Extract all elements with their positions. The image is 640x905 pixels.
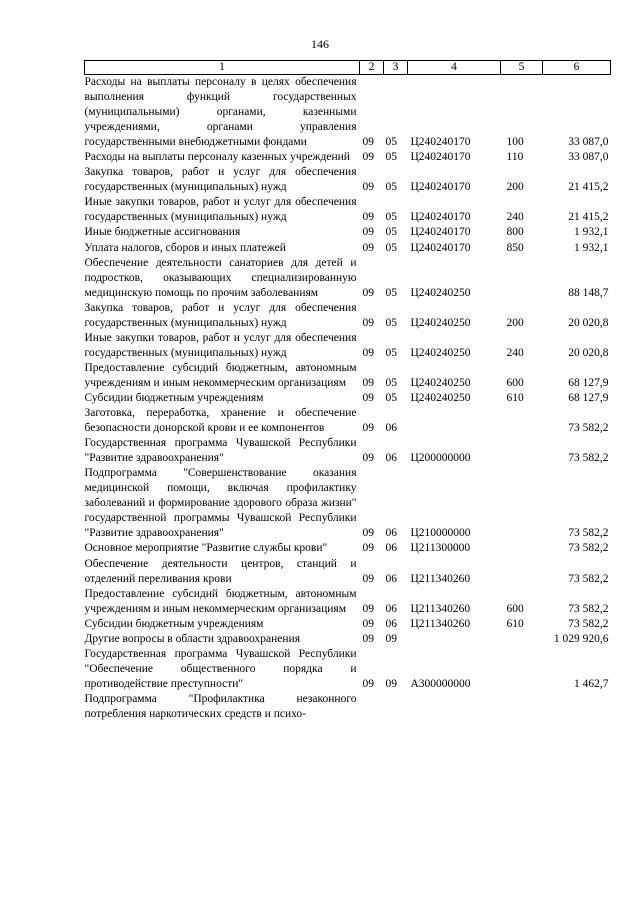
row-expense-type: 200 (506, 181, 524, 194)
row-subsection: 05 (385, 376, 397, 389)
row-expense-type: 610 (506, 391, 524, 404)
row-subsection: 06 (385, 602, 397, 615)
row-section: 09 (362, 572, 374, 585)
row-target-article: Ц200000000 (410, 452, 471, 465)
row-target-article: Ц240240170 (410, 151, 471, 164)
row-description: Подпрограмма "Профилактика незаконного потребления наркотических средств и психо- (84, 692, 357, 720)
row-target-article: Ц211340260 (410, 602, 471, 615)
row-target-article: Ц240240170 (410, 136, 471, 149)
row-section: 09 (362, 136, 374, 149)
row-section: 09 (362, 632, 374, 645)
row-target-article: Ц240240250 (410, 391, 471, 404)
row-description: Иные бюджетные ассигнования (84, 226, 241, 239)
row-target-article: Ц211340260 (410, 617, 471, 630)
row-amount: 20 020,8 (568, 316, 609, 329)
header-col-6: 6 (543, 61, 611, 75)
row-target-article: Ц210000000 (410, 527, 471, 540)
row-subsection: 05 (385, 136, 397, 149)
row-section: 09 (362, 677, 374, 690)
row-expense-type (501, 436, 543, 466)
table-row (85, 587, 611, 617)
row-description: Другие вопросы в области здравоохранения (84, 632, 300, 645)
row-subsection: 05 (385, 316, 397, 329)
page-number: 146 (311, 37, 329, 51)
row-amount: 33 087,0 (568, 136, 609, 149)
row-subsection: 05 (385, 286, 397, 299)
row-expense-type: 850 (506, 241, 524, 254)
row-expense-type: 610 (506, 617, 524, 630)
header-col-3: 3 (384, 61, 408, 75)
table-row (85, 436, 611, 466)
row-amount: 1 932,1 (574, 241, 609, 254)
row-description: Закупка товаров, работ и услуг для обеспечения государственных (муниципальных) нужд (84, 166, 357, 194)
row-section: 09 (362, 181, 374, 194)
row-subsection: 05 (385, 241, 397, 254)
row-description: Субсидии бюджетным учреждениям (84, 617, 264, 630)
row-amount: 20 020,8 (568, 346, 609, 359)
row-subsection: 05 (385, 181, 397, 194)
header-col-1: 1 (85, 61, 360, 75)
table-row (85, 406, 611, 436)
row-description: Уплата налогов, сборов и иных платежей (84, 241, 286, 254)
row-amount: 1 462,7 (574, 677, 609, 690)
row-description: Государственная программа Чувашской Республики "Обеспечение общественного порядка и противодействие преступности" (84, 647, 357, 690)
row-amount: 68 127,9 (568, 391, 609, 404)
row-expense-type: 240 (506, 346, 524, 359)
row-section: 09 (362, 617, 374, 630)
row-section: 09 (362, 602, 374, 615)
row-amount: 21 415,2 (568, 211, 609, 224)
row-subsection: 05 (385, 391, 397, 404)
row-amount: 21 415,2 (568, 181, 609, 194)
row-description: Иные закупки товаров, работ и услуг для обеспечения государственных (муниципальных) нужд (84, 331, 357, 359)
row-target-article: Ц211340260 (410, 572, 471, 585)
row-subsection: 06 (385, 452, 397, 465)
table-row (85, 541, 611, 556)
row-section: 09 (362, 241, 374, 254)
row-subsection: 06 (385, 617, 397, 630)
row-expense-type: 200 (506, 316, 524, 329)
table-row (85, 391, 611, 406)
row-description: Субсидии бюджетным учреждениям (84, 391, 264, 404)
row-section: 09 (362, 286, 374, 299)
row-section: 09 (362, 422, 374, 435)
row-target-article: Ц240240250 (410, 316, 471, 329)
table-row (85, 331, 611, 361)
row-subsection: 06 (385, 572, 397, 585)
row-target-article: Ц240240170 (410, 211, 471, 224)
row-amount: 73 582,2 (568, 542, 609, 555)
header-col-2: 2 (360, 61, 384, 75)
row-target-article: Ц240240170 (410, 226, 471, 239)
header-row (85, 61, 611, 75)
table-row (85, 241, 611, 256)
row-expense-type (501, 406, 543, 436)
row-expense-type (501, 632, 543, 647)
row-subsection: 09 (385, 677, 397, 690)
row-amount: 68 127,9 (568, 376, 609, 389)
table-row (85, 225, 611, 240)
row-expense-type: 800 (506, 226, 524, 239)
row-target-article: Ц240240250 (410, 346, 471, 359)
row-target-article: А300000000 (410, 677, 471, 690)
table-row (85, 692, 611, 722)
table-row (85, 361, 611, 391)
row-target-article: Ц211300000 (410, 542, 471, 555)
row-subsection (384, 692, 408, 722)
row-amount: 1 029 920,6 (553, 632, 609, 645)
row-description: Подпрограмма "Совершенствование оказания медицинской помощи, включая профилактику заболеваний и формирование здорового образа жизни" государственной программы Чувашской Республики "Развитие здравоохранения" (84, 467, 357, 540)
row-target-article: Ц240240250 (410, 376, 471, 389)
table-row (85, 617, 611, 632)
row-amount: 73 582,2 (568, 527, 609, 540)
row-amount: 73 582,2 (568, 452, 609, 465)
row-amount: 73 582,2 (568, 617, 609, 630)
table-row (85, 466, 611, 541)
table-row (85, 647, 611, 692)
row-description: Иные закупки товаров, работ и услуг для обеспечения государственных (муниципальных) нужд (84, 196, 357, 224)
row-expense-type: 600 (506, 602, 524, 615)
table-row (85, 632, 611, 647)
row-subsection: 06 (385, 527, 397, 540)
row-target-article (408, 632, 501, 647)
row-amount: 33 087,0 (568, 151, 609, 164)
row-section: 09 (362, 316, 374, 329)
row-description: Предоставление субсидий бюджетным, автономным учреждениям и иным некоммерческим организациям (84, 587, 357, 615)
row-description: Предоставление субсидий бюджетным, автономным учреждениям и иным некоммерческим организациям (84, 361, 357, 389)
row-section: 09 (362, 226, 374, 239)
row-amount: 88 148,7 (568, 286, 609, 299)
row-expense-type: 240 (506, 211, 524, 224)
row-subsection: 05 (385, 226, 397, 239)
row-expense-type (501, 692, 543, 722)
row-description: Закупка товаров, работ и услуг для обеспечения государственных (муниципальных) нужд (84, 301, 357, 329)
table-row (85, 165, 611, 195)
row-expense-type (501, 557, 543, 587)
header-col-5: 5 (501, 61, 543, 75)
row-section: 09 (362, 151, 374, 164)
row-description: Обеспечение деятельности санаториев для детей и подростков, оказывающих специализированную медицинскую помощь по прочим заболеваниям (84, 256, 357, 299)
row-description: Расходы на выплаты персоналу казенных учреждений (84, 151, 350, 164)
row-amount (543, 692, 611, 722)
row-section: 09 (362, 527, 374, 540)
row-description: Обеспечение деятельности центров, станций и отделений переливания крови (84, 557, 357, 585)
row-subsection: 06 (385, 542, 397, 555)
row-expense-type: 600 (506, 376, 524, 389)
table-header (85, 61, 611, 75)
row-target-article: Ц240240250 (410, 286, 471, 299)
table-row (85, 75, 611, 151)
row-amount: 73 582,2 (568, 572, 609, 585)
row-description: Основное мероприятие "Развитие службы крови" (84, 542, 328, 555)
row-expense-type (501, 256, 543, 301)
row-section: 09 (362, 376, 374, 389)
table-row (85, 150, 611, 165)
row-target-article: Ц240240170 (410, 181, 471, 194)
row-description: Заготовка, переработка, хранение и обеспечение безопасности донорской крови и ее компонентов (84, 407, 357, 435)
table-row (85, 557, 611, 587)
row-section: 09 (362, 211, 374, 224)
row-subsection: 05 (385, 346, 397, 359)
table-body (85, 75, 611, 723)
row-subsection: 05 (385, 151, 397, 164)
row-subsection: 06 (385, 422, 397, 435)
row-expense-type (501, 466, 543, 541)
row-expense-type: 100 (506, 136, 524, 149)
row-expense-type (501, 541, 543, 556)
row-expense-type: 110 (506, 151, 524, 164)
row-section: 09 (362, 391, 374, 404)
row-section: 09 (362, 346, 374, 359)
row-target-article (408, 406, 501, 436)
row-subsection: 09 (385, 632, 397, 645)
header-col-4: 4 (408, 61, 501, 75)
row-subsection: 05 (385, 211, 397, 224)
table-row (85, 301, 611, 331)
row-target-article: Ц240240170 (410, 241, 471, 254)
row-description: Государственная программа Чувашской Республики "Развитие здравоохранения" (84, 437, 357, 465)
row-description: Расходы на выплаты персоналу в целях обеспечения выполнения функций государственных (муниципальными) органами, казенными учреждениями, органами управления государственными внебюджетными фондами (84, 76, 357, 149)
table-row (85, 195, 611, 225)
table-row (85, 256, 611, 301)
row-section: 09 (362, 542, 374, 555)
row-section: 09 (362, 452, 374, 465)
row-amount: 73 582,2 (568, 422, 609, 435)
row-amount: 73 582,2 (568, 602, 609, 615)
row-target-article (408, 692, 501, 722)
row-section (360, 692, 384, 722)
row-amount: 1 932,1 (574, 226, 609, 239)
row-expense-type (501, 647, 543, 692)
budget-table (84, 60, 611, 722)
